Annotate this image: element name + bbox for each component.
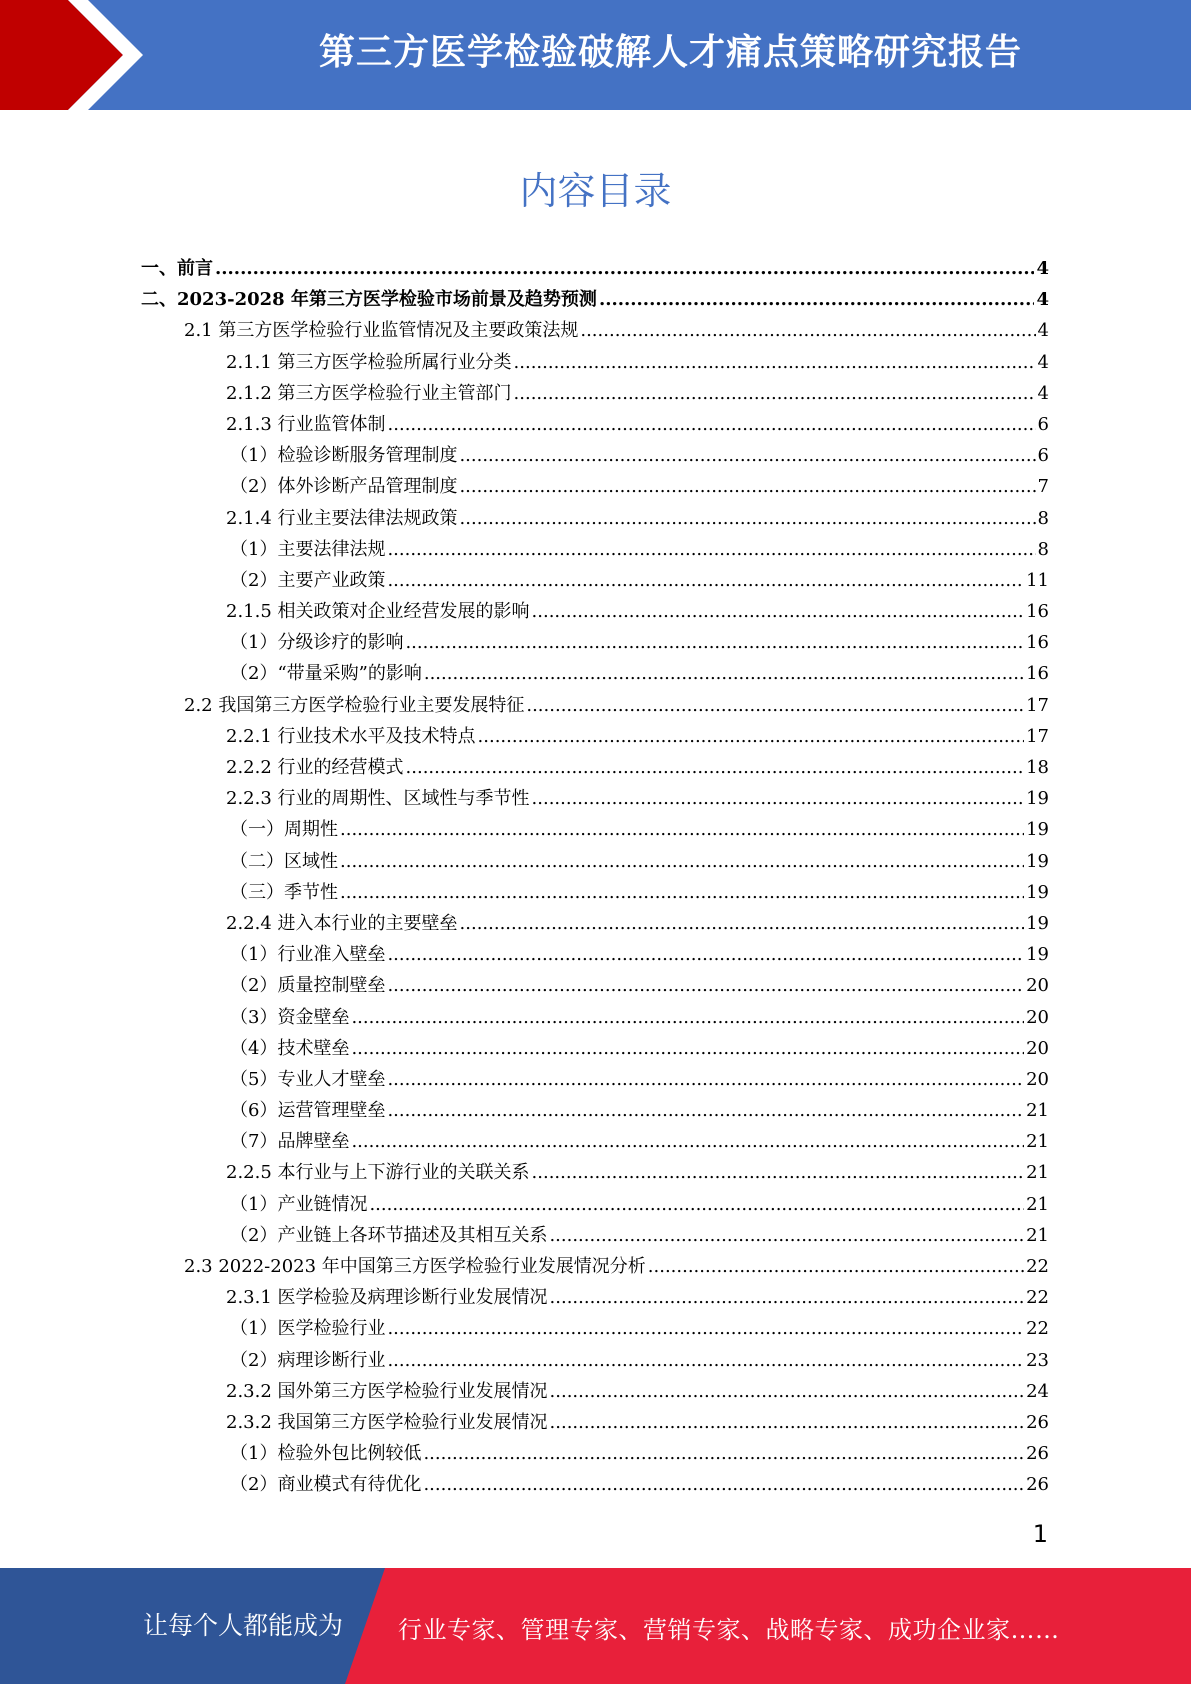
toc-leader-dots — [532, 788, 1025, 809]
toc-leader-dots — [387, 1100, 1024, 1121]
toc-entry[interactable] — [141, 504, 1049, 535]
toc-leader-dots — [351, 1007, 1024, 1028]
toc-entry-page: 19 — [1026, 819, 1049, 841]
toc-entry[interactable] — [141, 1034, 1049, 1065]
toc-entry[interactable] — [141, 847, 1049, 878]
toc-entry[interactable] — [141, 909, 1049, 940]
toc-entry-page: 23 — [1026, 1349, 1049, 1371]
toc-entry-title: 2.2.2 行业的经营模式 — [226, 757, 404, 778]
toc-entry-title: （2）商业模式有待优化 — [230, 1474, 422, 1496]
toc-leader-dots — [550, 1381, 1025, 1402]
toc-entry-title: 2.2.4 进入本行业的主要壁垒 — [226, 912, 458, 934]
toc-entry-page: 21 — [1026, 1162, 1049, 1184]
toc-leader-dots — [648, 1256, 1024, 1277]
toc-entry-page: 21 — [1026, 1100, 1049, 1122]
toc-entry-page: 16 — [1026, 663, 1049, 685]
toc-entry[interactable] — [141, 1408, 1049, 1439]
toc-leader-dots — [532, 1162, 1025, 1183]
toc-leader-dots — [369, 1194, 1024, 1215]
toc-entry[interactable] — [141, 628, 1049, 659]
toc-entry-page: 16 — [1026, 632, 1049, 654]
toc-entry[interactable] — [141, 316, 1049, 347]
toc-leader-dots — [460, 508, 1036, 529]
toc-entry-title: 2.2 我国第三方医学检验行业主要发展特征 — [184, 694, 525, 716]
toc-leader-dots — [459, 476, 1035, 497]
toc-leader-dots — [351, 1131, 1024, 1152]
toc-entry-title: （5）专业人才壁垒 — [230, 1068, 386, 1090]
toc-entry-title: （二）区域性 — [230, 850, 338, 872]
toc-entry[interactable] — [141, 1439, 1049, 1470]
toc-entry-page: 6 — [1037, 413, 1049, 435]
toc-entry-title: （三）季节性 — [230, 881, 338, 903]
toc-leader-dots — [388, 414, 1036, 435]
toc-leader-dots — [387, 1069, 1024, 1090]
toc-leader-dots — [424, 663, 1024, 684]
toc-entry-page: 19 — [1026, 788, 1049, 810]
toc-entry-page: 17 — [1026, 725, 1049, 747]
toc-entry-page: 20 — [1026, 1037, 1049, 1059]
toc-entry-page: 19 — [1026, 944, 1049, 966]
toc-entry-page: 4 — [1037, 382, 1049, 404]
toc-entry-title: （3）资金壁垒 — [230, 1006, 350, 1028]
toc-entry-page: 26 — [1026, 1443, 1049, 1465]
toc-entry[interactable] — [141, 940, 1049, 971]
toc-entry-title: 2.2.1 行业技术水平及技术特点 — [226, 725, 476, 747]
toc-entry[interactable] — [141, 1003, 1049, 1034]
toc-entry-page: 18 — [1026, 757, 1049, 778]
toc-entry-title: 2.3 2022-2023 年中国第三方医学检验行业发展情况分析 — [184, 1256, 646, 1277]
toc-entry-page: 21 — [1026, 1224, 1049, 1246]
toc-entry[interactable] — [141, 566, 1049, 597]
toc-entry-title: （2）“带量采购”的影响 — [230, 663, 422, 685]
toc-entry-page: 4 — [1037, 320, 1049, 342]
toc-entry-title: （2）质量控制壁垒 — [230, 975, 386, 997]
toc-leader-dots — [405, 632, 1024, 653]
toc-entry-page: 7 — [1037, 476, 1049, 498]
toc-leader-dots — [459, 445, 1035, 466]
toc-leader-dots — [514, 352, 1036, 373]
toc-entry-page: 8 — [1037, 507, 1049, 529]
toc-leader-dots — [387, 1318, 1024, 1339]
toc-entry[interactable] — [141, 348, 1049, 379]
toc-entry[interactable] — [141, 1252, 1049, 1283]
toc-entry-title: 2.1 第三方医学检验行业监管情况及主要政策法规 — [184, 320, 579, 342]
toc-leader-dots — [423, 1443, 1024, 1464]
toc-entry-page: 24 — [1026, 1380, 1049, 1402]
toc-leader-dots — [550, 1412, 1025, 1433]
toc-entry-page: 20 — [1026, 1006, 1049, 1028]
toc-entry-title: 一、前言 — [141, 258, 213, 279]
toc-entry-title: （2）主要产业政策 — [230, 569, 386, 591]
toc-entry-title: （4）技术壁垒 — [230, 1037, 350, 1059]
toc-entry[interactable] — [141, 1314, 1049, 1345]
toc-entry[interactable] — [141, 659, 1049, 690]
toc-entry-title: （7）品牌壁垒 — [230, 1131, 350, 1153]
toc-entry[interactable] — [141, 379, 1049, 410]
toc-entry-title: 2.3.1 医学检验及病理诊断行业发展情况 — [226, 1287, 548, 1309]
toc-leader-dots — [526, 695, 1024, 716]
toc-entry-page: 11 — [1026, 569, 1049, 591]
toc-entry[interactable] — [141, 878, 1049, 909]
toc-entry-page: 4 — [1036, 258, 1049, 279]
toc-entry[interactable] — [141, 472, 1049, 503]
toc-entry-page: 4 — [1036, 289, 1049, 311]
report-title: 第三方医学检验破解人才痛点策略研究报告 — [318, 32, 1022, 73]
toc-leader-dots — [599, 289, 1035, 310]
toc-leader-dots — [340, 819, 1024, 840]
toc-entry-page: 20 — [1026, 975, 1049, 997]
toc-entry[interactable] — [141, 1158, 1049, 1189]
toc-entry-title: 2.1.3 行业监管体制 — [226, 413, 386, 435]
toc-entry-page: 19 — [1026, 912, 1049, 934]
page-header — [0, 0, 1191, 110]
toc-entry[interactable] — [141, 971, 1049, 1002]
page-number: 1 — [1032, 1520, 1048, 1548]
toc-leader-dots — [387, 944, 1024, 965]
toc-leader-dots — [423, 1474, 1024, 1495]
toc-entry-title: 2.1.1 第三方医学检验所属行业分类 — [226, 351, 512, 373]
toc-entry-page: 26 — [1026, 1411, 1049, 1433]
toc-entry[interactable] — [141, 784, 1049, 815]
toc-entry[interactable] — [141, 441, 1049, 472]
toc-entry-title: （2）体外诊断产品管理制度 — [230, 476, 458, 498]
toc-entry-title: 2.1.2 第三方医学检验行业主管部门 — [226, 382, 512, 404]
toc-entry-page: 22 — [1026, 1256, 1049, 1277]
footer-slogan-left: 让每个人都能成为 — [143, 1611, 344, 1640]
toc-leader-dots — [387, 570, 1024, 591]
toc-entry[interactable] — [141, 1283, 1049, 1314]
table-of-contents — [141, 254, 1049, 1502]
toc-entry-title: 2.2.3 行业的周期性、区域性与季节性 — [226, 788, 530, 810]
toc-leader-dots — [351, 1038, 1024, 1059]
toc-entry[interactable] — [141, 1470, 1049, 1501]
toc-entry-title: （2）病理诊断行业 — [230, 1349, 386, 1371]
toc-entry-page: 26 — [1026, 1474, 1049, 1496]
toc-entry-page: 20 — [1026, 1068, 1049, 1090]
toc-heading: 内容目录 — [519, 169, 672, 213]
page-footer — [0, 1568, 1191, 1684]
toc-entry[interactable] — [141, 254, 1049, 285]
toc-entry-title: （1）行业准入壁垒 — [230, 944, 386, 966]
toc-leader-dots — [340, 851, 1024, 872]
toc-leader-dots — [580, 320, 1035, 341]
toc-entry-page: 16 — [1026, 601, 1049, 623]
toc-entry-page: 4 — [1037, 351, 1049, 373]
footer-slogan-right: 行业专家、管理专家、营销专家、战略专家、成功企业家…… — [398, 1616, 1060, 1644]
toc-entry[interactable] — [141, 1096, 1049, 1127]
toc-entry[interactable] — [141, 1346, 1049, 1377]
toc-entry-page: 8 — [1037, 538, 1049, 560]
toc-leader-dots — [532, 601, 1025, 622]
toc-entry-page: 21 — [1026, 1131, 1049, 1153]
toc-entry-page: 19 — [1026, 881, 1049, 903]
toc-entry[interactable] — [141, 1221, 1049, 1252]
toc-entry-title: （1）检验诊断服务管理制度 — [230, 445, 458, 467]
toc-entry-title: 2.3.2 国外第三方医学检验行业发展情况 — [226, 1380, 548, 1402]
toc-entry[interactable] — [141, 597, 1049, 628]
toc-leader-dots — [406, 757, 1025, 778]
toc-entry-title: （6）运营管理壁垒 — [230, 1100, 386, 1122]
toc-entry[interactable] — [141, 1377, 1049, 1408]
toc-entry[interactable] — [141, 815, 1049, 846]
toc-entry[interactable] — [141, 1065, 1049, 1096]
toc-entry-title: （1）医学检验行业 — [230, 1318, 386, 1340]
header-arrow-decoration — [0, 0, 160, 110]
toc-leader-dots — [387, 539, 1035, 560]
toc-entry-title: （1）检验外包比例较低 — [230, 1443, 422, 1465]
toc-entry[interactable] — [141, 753, 1049, 784]
toc-entry-page: 22 — [1026, 1287, 1049, 1309]
toc-entry[interactable] — [141, 410, 1049, 441]
toc-entry-title: （1）分级诊疗的影响 — [230, 632, 404, 654]
toc-entry-title: 2.1.5 相关政策对企业经营发展的影响 — [226, 601, 530, 623]
toc-leader-dots — [387, 1350, 1024, 1371]
toc-leader-dots — [460, 913, 1025, 934]
toc-entry-title: 2.2.5 本行业与上下游行业的关联关系 — [226, 1162, 530, 1184]
toc-entry-page: 17 — [1026, 694, 1049, 716]
toc-entry-page: 6 — [1037, 445, 1049, 467]
toc-entry[interactable] — [141, 285, 1049, 316]
toc-entry[interactable] — [141, 1190, 1049, 1221]
toc-entry-page: 22 — [1026, 1318, 1049, 1340]
toc-entry[interactable] — [141, 1127, 1049, 1158]
toc-leader-dots — [340, 882, 1024, 903]
toc-entry[interactable] — [141, 535, 1049, 566]
toc-entry-page: 19 — [1026, 850, 1049, 872]
toc-entry-title: 2.1.4 行业主要法律法规政策 — [226, 507, 458, 529]
toc-leader-dots — [387, 975, 1024, 996]
toc-leader-dots — [514, 383, 1036, 404]
toc-entry[interactable] — [141, 722, 1049, 753]
toc-entry-page: 21 — [1026, 1193, 1049, 1215]
toc-entry-title: （一）周期性 — [230, 819, 338, 841]
toc-entry-title: 二、2023-2028 年第三方医学检验市场前景及趋势预测 — [141, 289, 597, 311]
toc-entry-title: （2）产业链上各环节描述及其相互关系 — [230, 1224, 548, 1246]
toc-leader-dots — [549, 1225, 1024, 1246]
toc-leader-dots — [550, 1287, 1025, 1308]
toc-entry-title: （1）主要法律法规 — [230, 538, 386, 560]
toc-entry-title: 2.3.2 我国第三方医学检验行业发展情况 — [226, 1411, 548, 1433]
toc-leader-dots — [478, 726, 1025, 747]
toc-entry-title: （1）产业链情况 — [230, 1193, 368, 1215]
toc-leader-dots — [215, 258, 1034, 279]
toc-entry[interactable] — [141, 691, 1049, 722]
